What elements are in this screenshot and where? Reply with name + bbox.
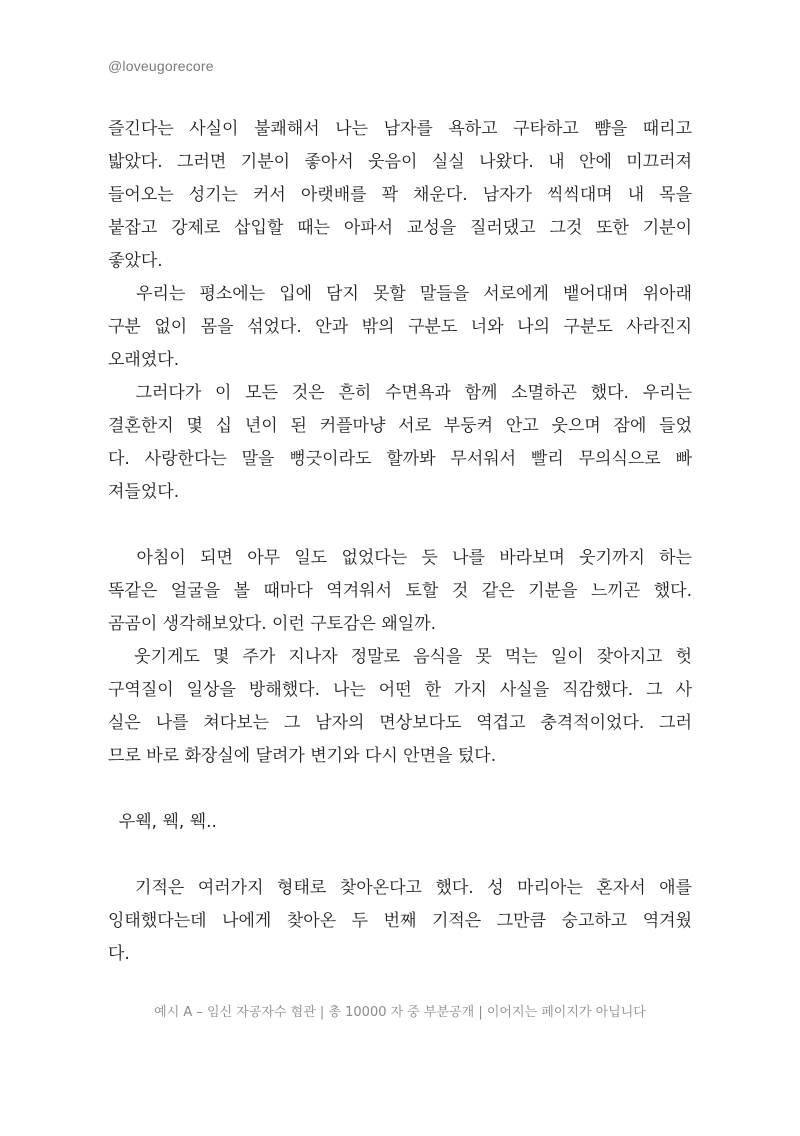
text-line: 므로 바로 화장실에 달려가 변기와 다시 안면을 텄다. (108, 746, 497, 766)
paragraph-gap (108, 773, 692, 806)
text-line: 붙잡고 강제로 삽입할 때는 아파서 교성을 질러댔고 그것 또한 기분이 (108, 218, 692, 238)
text-line: 다. (108, 944, 130, 964)
text-line: 그러다가 이 모든 것은 흔히 수면욕과 함께 소멸하곤 했다. 우리는 (108, 383, 692, 403)
text-line: 우웩, 웩, 웩.. (108, 812, 217, 832)
text-line: 곰곰이 생각해보았다. 이런 구토감은 왜일까. (108, 614, 437, 634)
author-handle: @loveugorecore (108, 58, 214, 74)
text-line: 웃기게도 몇 주가 지나자 정말로 음식을 못 먹는 일이 잦아지고 헛 (108, 647, 692, 667)
paragraph-gap (108, 839, 692, 872)
text-line: 밟았다. 그러면 기분이 좋아서 웃음이 실실 나왔다. 내 안에 미끄러져 (108, 152, 692, 172)
text-line: 구역질이 일상을 방해했다. 나는 어떤 한 가지 사실을 직감했다. 그 사 (108, 680, 692, 700)
document-body (108, 113, 692, 971)
text-line: 구분 없이 몸을 섞었다. 안과 밖의 구분도 너와 나의 구분도 사라진지 (108, 317, 692, 337)
text-line: 잉태했다는데 나에게 찾아온 두 번째 기적은 그만큼 숭고하고 역겨웠 (108, 911, 692, 931)
text-line: 좋았다. (108, 251, 163, 271)
text-line: 즐긴다는 사실이 불쾌해서 나는 남자를 욕하고 구타하고 뺨을 때리고 (108, 119, 692, 139)
footer-note: 예시 A – 임신 자공자수 혐관 | 총 10000 자 중 부분공개 | 이어지는 페이지가 아닙니다 (154, 1005, 646, 1020)
text-line: 들어오는 성기는 커서 아랫배를 꽉 채운다. 남자가 씩씩대며 내 목을 (108, 185, 692, 205)
text-line: 다. 사랑한다는 말을 뻥긋이라도 할까봐 무서워서 빨리 무의식으로 빠 (108, 449, 692, 469)
text-line: 결혼한지 몇 십 년이 된 커플마냥 서로 부둥켜 안고 웃으며 잠에 들었 (108, 416, 692, 436)
text-line: 오래였다. (108, 350, 180, 370)
paragraph-gap (108, 509, 692, 542)
text-line: 똑같은 얼굴을 볼 때마다 역겨워서 토할 것 같은 기분을 느끼곤 했다. (108, 581, 692, 601)
text-line: 실은 나를 쳐다보는 그 남자의 면상보다도 역겹고 충격적이었다. 그러 (108, 713, 692, 733)
text-line: 져들었다. (108, 482, 180, 502)
text-line: 우리는 평소에는 입에 담지 못할 말들을 서로에게 뱉어대며 위아래 (108, 284, 692, 304)
text-line: 기적은 여러가지 형태로 찾아온다고 했다. 성 마리아는 혼자서 애를 (108, 878, 692, 898)
text-line: 아침이 되면 아무 일도 없었다는 듯 나를 바라보며 웃기까지 하는 (108, 548, 692, 568)
